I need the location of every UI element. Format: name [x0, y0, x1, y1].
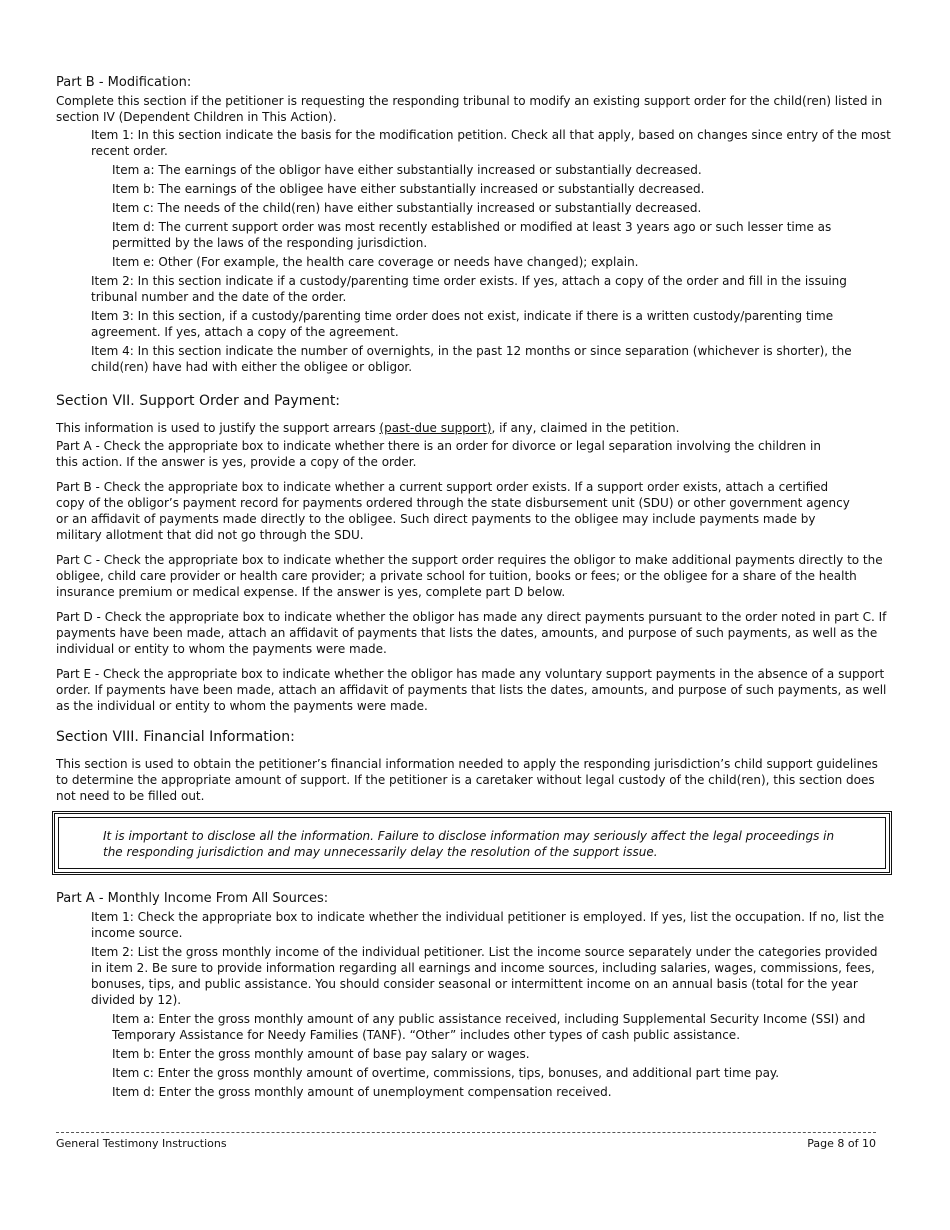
part-b-intro: Complete this section if the petitioner is requesting the responding tribunal to modify an existing support order for the child(ren) listed in section IV (Dependent Children in This Action).: [56, 94, 883, 124]
section-7-part-c: Part C - Check the appropriate box to indicate whether the support order requires the obligor to make additional payments directly to the obligee, child care provider or health care provider; a private school for tuition, books or fees; or the obligee for a share of the health insurance premium or medical expense. If the answer is yes, complete part D below.: [56, 553, 883, 599]
footer-row: [56, 1136, 876, 1152]
section-7-part-b: Part B - Check the appropriate box to indicate whether a current support order exists. If a support order exists, attach a certified copy of the obligor’s payment record for payments ordered through the state disbursement unit (SDU) or other government agency or an affidavit of payments made directly to the obligee. Such direct payments to the obligee may include payments made by military allotment that did not go through the SDU.: [56, 480, 850, 542]
page-footer: [56, 1132, 876, 1152]
part-a-item-2c: Item c: Enter the gross monthly amount of overtime, commissions, tips, bonuses, and additional part time pay.: [112, 1066, 780, 1080]
section-7-intro-end: , if any, claimed in the petition.: [491, 421, 680, 435]
section-7-part-e: Part E - Check the appropriate box to indicate whether the obligor has made any voluntary support payments in the absence of a support order. If payments have been made, attach an affidavit of payments that lists the dates, amounts, and purpose of such payments, as well as the individual or entity to whom the payments were made.: [56, 667, 887, 713]
footer-divider: [56, 1132, 876, 1133]
section-7-intro: [56, 420, 892, 436]
part-b-item-1c: Item c: The needs of the child(ren) have either substantially increased or substantially decreased.: [112, 201, 702, 215]
part-b-item-4: Item 4: In this section indicate the number of overnights, in the past 12 months or since separation (whichever is shorter), the child(ren) have had with either the obligee or obligor.: [91, 344, 852, 374]
part-b-item-3: Item 3: In this section, if a custody/parenting time order does not exist, indicate if there is a written custody/parenting time agreement. If yes, attach a copy of the agreement.: [91, 309, 834, 339]
part-b-item-2: Item 2: In this section indicate if a custody/parenting time order exists. If yes, attach a copy of the order and fill in the issuing tribunal number and the date of the order.: [91, 274, 847, 304]
part-a-item-2d: Item d: Enter the gross monthly amount of unemployment compensation received.: [112, 1085, 612, 1099]
section-8-intro: This section is used to obtain the petitioner’s financial information needed to apply the responding jurisdiction’s child support guidelines to determine the appropriate amount of support. If the petitioner is a caretaker without legal custody of the child(ren), this section does not need to be filled out.: [56, 757, 878, 803]
footer-page-number: Page 8 of 10: [807, 1137, 876, 1150]
past-due-support-term: (past-due support): [379, 421, 492, 435]
section-7-part-d: Part D - Check the appropriate box to indicate whether the obligor has made any direct payments pursuant to the order noted in part C. If payments have been made, attach an affidavit of payments that lists the dates, amounts, and purpose of such payments, as well as the individual or entity to whom the payments were made.: [56, 610, 887, 656]
disclosure-notice-text: It is important to disclose all the information. Failure to disclose information may seriously affect the legal proceedings in the responding jurisdiction and may unnecessarily delay the resolution of the support issue.: [58, 817, 886, 869]
section-8-heading: Section VIII. Financial Information:: [56, 729, 295, 745]
part-b-item-1e: Item e: Other (For example, the health care coverage or needs have changed); explain.: [112, 255, 639, 269]
disclosure-notice-box: [52, 811, 892, 875]
part-b-item-1b: Item b: The earnings of the obligee have either substantially increased or substantially decreased.: [112, 182, 705, 196]
part-a-heading: Part A - Monthly Income From All Sources:: [56, 891, 329, 906]
part-b-item-1: Item 1: In this section indicate the basis for the modification petition. Check all that apply, based on changes since entry of the most recent order.: [91, 128, 891, 158]
part-a-item-2: Item 2: List the gross monthly income of the individual petitioner. List the income source separately under the categories provided in item 2. Be sure to provide information regarding all earnings and income sources, including salaries, wages, commissions, fees, bonuses, tips, and public assistance. You should consider seasonal or intermittent income on an annual basis (total for the year divided by 12).: [91, 945, 878, 1007]
part-b-item-1a: Item a: The earnings of the obligor have either substantially increased or substantially decreased.: [112, 163, 702, 177]
part-b-item-1d: Item d: The current support order was most recently established or modified at least 3 years ago or such lesser time as permitted by the laws of the responding jurisdiction.: [112, 220, 832, 250]
footer-title: General Testimony Instructions: [56, 1137, 227, 1150]
part-a-item-1: Item 1: Check the appropriate box to indicate whether the individual petitioner is employed. If yes, list the occupation. If no, list the income source.: [91, 910, 885, 940]
part-a-item-2b: Item b: Enter the gross monthly amount of base pay salary or wages.: [112, 1047, 530, 1061]
part-b-heading: Part B - Modification:: [56, 75, 192, 90]
document-page: [56, 74, 892, 1103]
section-7-heading: Section VII. Support Order and Payment:: [56, 393, 341, 409]
section-7-part-a: Part A - Check the appropriate box to indicate whether there is an order for divorce or legal separation involving the children in this action. If the answer is yes, provide a copy of the order.: [56, 439, 821, 469]
part-a-item-2a: Item a: Enter the gross monthly amount of any public assistance received, including Supplemental Security Income (SSI) and Temporary Assistance for Needy Families (TANF). “Other” includes other types of cash public assistance.: [112, 1012, 866, 1042]
section-7-intro-text: This information is used to justify the support arrears: [56, 421, 380, 435]
